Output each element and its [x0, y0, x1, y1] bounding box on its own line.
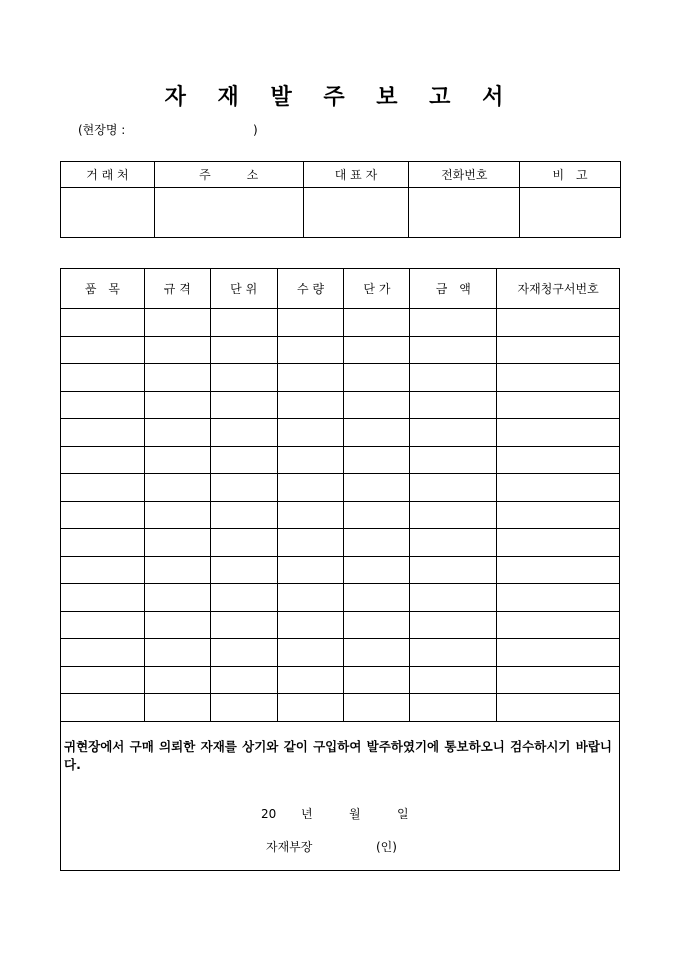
items-row	[61, 611, 620, 639]
items-cell[interactable]	[210, 694, 277, 722]
items-header-cell: 자재청구서번호	[497, 269, 620, 309]
items-cell[interactable]	[410, 446, 497, 474]
items-cell[interactable]	[277, 336, 344, 364]
seal-mark: (인)	[376, 840, 397, 854]
items-cell[interactable]	[410, 419, 497, 447]
items-cell[interactable]	[344, 529, 410, 557]
items-cell[interactable]	[410, 666, 497, 694]
items-body	[61, 309, 620, 722]
date-month: 월	[349, 807, 361, 821]
items-cell[interactable]	[497, 446, 620, 474]
items-header-cell: 단 위	[210, 269, 277, 309]
items-header-row	[61, 269, 620, 309]
site-name-label: (현장명 :	[78, 123, 126, 137]
vendor-header-cell: 대 표 자	[303, 162, 409, 188]
items-row	[61, 391, 620, 419]
signature-line	[266, 838, 397, 855]
items-cell[interactable]	[144, 309, 210, 337]
items-cell[interactable]	[61, 501, 145, 529]
items-cell[interactable]	[410, 364, 497, 392]
items-cell[interactable]	[344, 501, 410, 529]
items-cell[interactable]	[277, 419, 344, 447]
items-header-cell: 수 량	[277, 269, 344, 309]
items-cell[interactable]	[144, 666, 210, 694]
items-cell[interactable]	[210, 556, 277, 584]
items-cell[interactable]	[144, 446, 210, 474]
items-cell[interactable]	[277, 611, 344, 639]
items-cell[interactable]	[497, 529, 620, 557]
vendor-cell[interactable]	[520, 188, 621, 238]
notice-text: 귀현장에서 구매 의뢰한 자재를 상기와 같이 구입하여 발주하였기에 통보하오니 검수하시기 바랍니다.	[64, 739, 612, 772]
items-row	[61, 336, 620, 364]
items-cell[interactable]	[61, 611, 145, 639]
items-cell[interactable]	[210, 309, 277, 337]
items-cell[interactable]	[61, 639, 145, 667]
items-row	[61, 364, 620, 392]
items-cell[interactable]	[277, 584, 344, 612]
signer-title: 자재부장	[266, 840, 313, 854]
vendor-data-row	[61, 188, 621, 238]
items-header-cell: 품 목	[61, 269, 145, 309]
items-cell[interactable]	[277, 694, 344, 722]
items-cell[interactable]	[344, 446, 410, 474]
document-title: 자 재 발 주 보 고 서	[164, 84, 516, 110]
items-cell[interactable]	[210, 639, 277, 667]
vendor-header-cell: 주 소	[154, 162, 303, 188]
items-cell[interactable]	[410, 584, 497, 612]
items-cell[interactable]	[497, 336, 620, 364]
items-cell[interactable]	[144, 556, 210, 584]
items-cell[interactable]	[61, 584, 145, 612]
items-cell[interactable]	[497, 639, 620, 667]
items-table	[60, 268, 620, 722]
items-cell[interactable]	[61, 694, 145, 722]
items-cell[interactable]	[410, 391, 497, 419]
items-cell[interactable]	[210, 584, 277, 612]
items-cell[interactable]	[144, 419, 210, 447]
items-cell[interactable]	[497, 666, 620, 694]
items-cell[interactable]	[277, 364, 344, 392]
items-cell[interactable]	[61, 391, 145, 419]
items-cell[interactable]	[210, 666, 277, 694]
vendor-cell[interactable]	[61, 188, 155, 238]
items-cell[interactable]	[344, 391, 410, 419]
items-cell[interactable]	[277, 666, 344, 694]
items-cell[interactable]	[410, 529, 497, 557]
items-cell[interactable]	[344, 694, 410, 722]
items-cell[interactable]	[410, 694, 497, 722]
items-cell[interactable]	[410, 501, 497, 529]
items-header-cell: 금 액	[410, 269, 497, 309]
vendor-cell[interactable]	[409, 188, 520, 238]
items-cell[interactable]	[497, 309, 620, 337]
items-cell[interactable]	[497, 364, 620, 392]
date-line	[261, 805, 409, 822]
items-cell[interactable]	[61, 529, 145, 557]
footer-box	[60, 720, 620, 871]
items-cell[interactable]	[410, 556, 497, 584]
items-cell[interactable]	[61, 419, 145, 447]
items-cell[interactable]	[144, 474, 210, 502]
items-cell[interactable]	[210, 419, 277, 447]
items-cell[interactable]	[210, 446, 277, 474]
items-cell[interactable]	[344, 584, 410, 612]
items-cell[interactable]	[410, 336, 497, 364]
items-row	[61, 556, 620, 584]
items-cell[interactable]	[144, 364, 210, 392]
items-cell[interactable]	[144, 501, 210, 529]
items-cell[interactable]	[210, 391, 277, 419]
items-cell[interactable]	[144, 584, 210, 612]
items-cell[interactable]	[277, 556, 344, 584]
vendor-cell[interactable]	[154, 188, 303, 238]
date-day: 일	[397, 807, 409, 821]
date-year: 년	[301, 807, 313, 821]
items-cell[interactable]	[210, 336, 277, 364]
date-year-prefix: 20	[261, 807, 277, 821]
items-row	[61, 309, 620, 337]
items-cell[interactable]	[210, 364, 277, 392]
items-cell[interactable]	[344, 419, 410, 447]
items-row	[61, 694, 620, 722]
items-cell[interactable]	[497, 501, 620, 529]
items-cell[interactable]	[277, 309, 344, 337]
items-cell[interactable]	[210, 529, 277, 557]
items-row	[61, 639, 620, 667]
items-header-cell: 규 격	[144, 269, 210, 309]
items-cell[interactable]	[497, 474, 620, 502]
items-cell[interactable]	[277, 391, 344, 419]
items-header-cell: 단 가	[344, 269, 410, 309]
items-cell[interactable]	[144, 694, 210, 722]
items-cell[interactable]	[144, 391, 210, 419]
items-cell[interactable]	[497, 556, 620, 584]
items-cell[interactable]	[144, 611, 210, 639]
items-cell[interactable]	[497, 391, 620, 419]
items-cell[interactable]	[497, 694, 620, 722]
items-cell[interactable]	[410, 611, 497, 639]
items-cell[interactable]	[61, 309, 145, 337]
items-cell[interactable]	[144, 639, 210, 667]
items-row	[61, 446, 620, 474]
items-cell[interactable]	[61, 336, 145, 364]
items-cell[interactable]	[61, 446, 145, 474]
items-cell[interactable]	[61, 666, 145, 694]
items-cell[interactable]	[277, 474, 344, 502]
items-cell[interactable]	[344, 666, 410, 694]
items-cell[interactable]	[344, 639, 410, 667]
items-cell[interactable]	[497, 611, 620, 639]
items-row	[61, 474, 620, 502]
vendor-header-row	[61, 162, 621, 188]
items-row	[61, 666, 620, 694]
site-name-close: )	[252, 123, 258, 137]
items-cell[interactable]	[277, 446, 344, 474]
items-cell[interactable]	[277, 529, 344, 557]
items-row	[61, 584, 620, 612]
items-cell[interactable]	[277, 501, 344, 529]
items-cell[interactable]	[497, 584, 620, 612]
items-cell[interactable]	[144, 529, 210, 557]
vendor-header-cell: 거 래 처	[61, 162, 155, 188]
items-cell[interactable]	[344, 309, 410, 337]
items-cell[interactable]	[210, 611, 277, 639]
vendor-table	[60, 161, 621, 238]
items-cell[interactable]	[61, 474, 145, 502]
items-cell[interactable]	[410, 639, 497, 667]
site-name-line	[78, 121, 258, 138]
vendor-cell[interactable]	[303, 188, 409, 238]
items-cell[interactable]	[344, 474, 410, 502]
items-cell[interactable]	[61, 556, 145, 584]
items-cell[interactable]	[61, 364, 145, 392]
items-cell[interactable]	[497, 419, 620, 447]
items-cell[interactable]	[410, 474, 497, 502]
items-cell[interactable]	[410, 309, 497, 337]
vendor-header-cell: 전화번호	[409, 162, 520, 188]
items-cell[interactable]	[277, 639, 344, 667]
items-cell[interactable]	[344, 556, 410, 584]
items-row	[61, 529, 620, 557]
items-cell[interactable]	[210, 501, 277, 529]
vendor-header-cell: 비 고	[520, 162, 621, 188]
items-row	[61, 419, 620, 447]
items-cell[interactable]	[210, 474, 277, 502]
items-row	[61, 501, 620, 529]
items-cell[interactable]	[344, 611, 410, 639]
items-cell[interactable]	[344, 364, 410, 392]
items-cell[interactable]	[144, 336, 210, 364]
items-cell[interactable]	[344, 336, 410, 364]
